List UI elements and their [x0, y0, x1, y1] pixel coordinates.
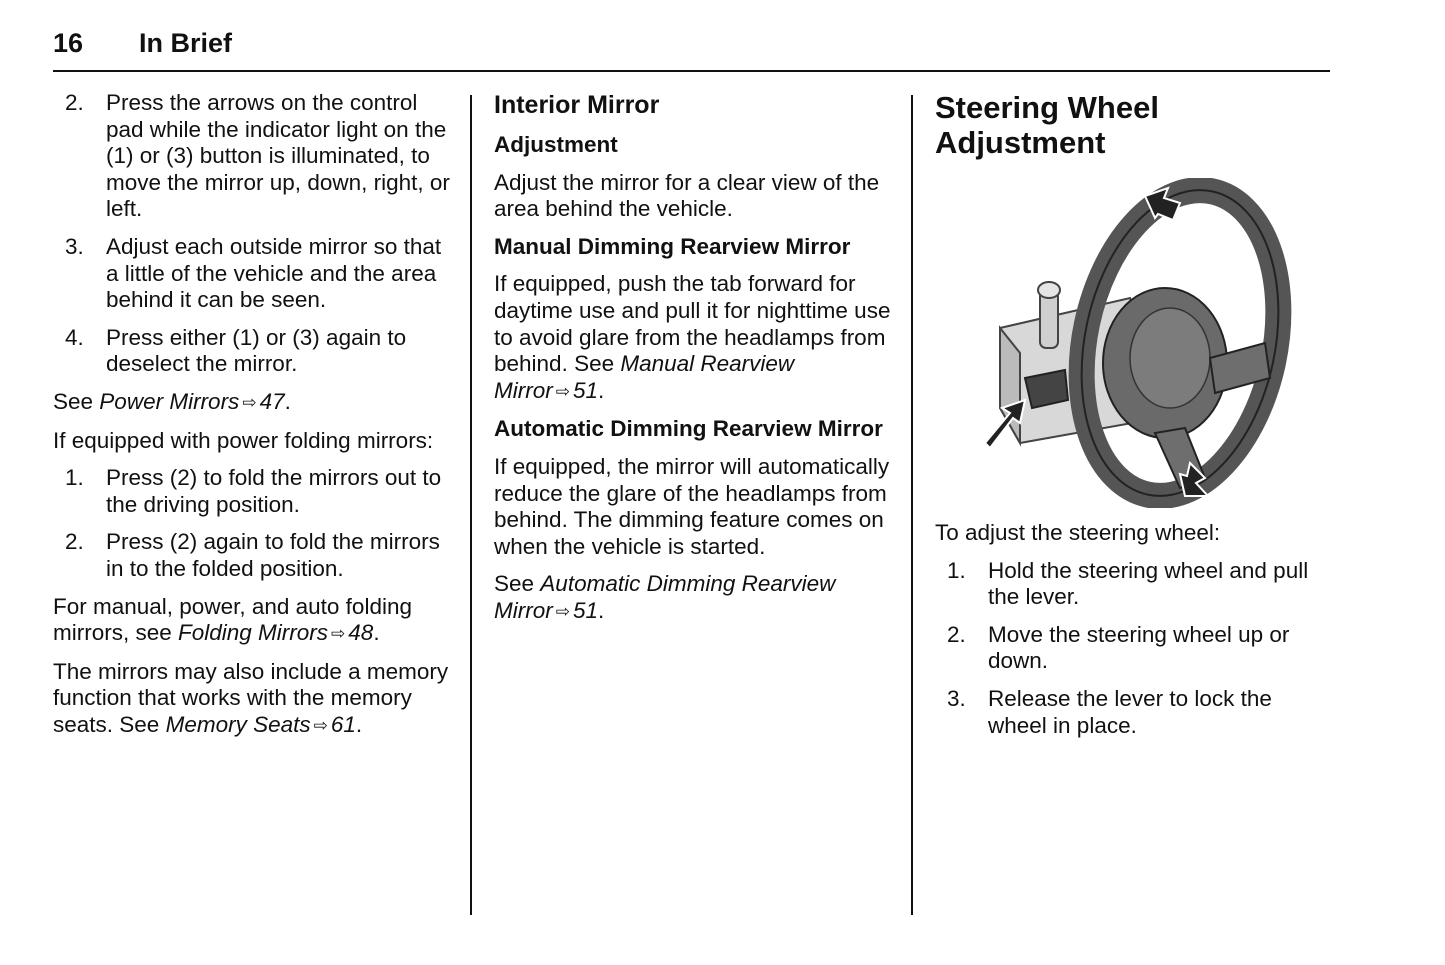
see-power-mirrors: See Power Mirrors ⇨ 47.: [53, 388, 291, 414]
auto-dimming-text: If equipped, the mirror will automatically reduce the glare of the headlamps from behind. The dimming feature comes on when the vehicle is started.: [494, 453, 890, 559]
header-divider: [53, 70, 1330, 72]
page-reference-arrow-icon: ⇨: [313, 715, 328, 735]
auto-dimming-mirror-link[interactable]: Automatic Dimming Rearview Mirror ⇨ 51: [494, 571, 836, 623]
list-item: 3. Adjust each outside mirror so that a little of the vehicle and the area behind it can be seen.: [65, 233, 442, 313]
folding-steps-list: [53, 465, 453, 582]
folding-mirrors-paragraph: For manual, power, and auto folding mirrors, see Folding Mirrors ⇨ 48.: [53, 593, 412, 646]
page-header: [53, 26, 1330, 72]
page-reference-arrow-icon: ⇨: [331, 624, 346, 644]
adjustment-text: Adjust the mirror for a clear view of the area behind the vehicle.: [494, 169, 880, 222]
manual-dimming-heading: Manual Dimming Rearview Mirror: [494, 233, 851, 259]
steering-wheel-heading: Steering Wheel Adjustment: [935, 90, 1159, 160]
list-item: 1. Hold the steering wheel and pull the lever.: [947, 557, 1309, 610]
folding-mirrors-link[interactable]: Folding Mirrors ⇨ 48: [178, 620, 374, 646]
section-title: In Brief: [139, 28, 233, 58]
list-item: 2. Press (2) again to fold the mirrors in to the folded position.: [65, 529, 440, 581]
list-item: 1. Press (2) to fold the mirrors out to the driving position.: [65, 465, 442, 517]
column-divider-2: [911, 95, 913, 915]
page-reference-arrow-icon: ⇨: [555, 601, 570, 621]
list-item: 4. Press either (1) or (3) again to deselect the mirror.: [65, 324, 407, 377]
page-number: 16: [53, 28, 84, 58]
manual-dimming-text: If equipped, push the tab forward for daytime use and pull it for nighttime use to avoid glare from the headlamps from behind. See Manual Rearview Mirror ⇨ 51.: [494, 271, 891, 403]
list-item: 2. Move the steering wheel up or down.: [947, 621, 1290, 674]
auto-dimming-heading: Automatic Dimming Rearview Mirror: [494, 416, 883, 442]
steering-steps-list: [935, 558, 1330, 740]
column-1: [53, 90, 453, 750]
column-divider-1: [470, 95, 472, 915]
manual-rearview-mirror-link[interactable]: Manual Rearview Mirror ⇨ 51: [494, 351, 795, 403]
column-2: [494, 90, 894, 637]
list-item: 2. Press the arrows on the control pad while the indicator light on the (1) or (3) button is illuminated, to move the mirror up, down, right, or left.: [65, 90, 450, 222]
steering-intro: To adjust the steering wheel:: [935, 520, 1221, 545]
steering-wheel-svg: [980, 178, 1310, 508]
power-mirrors-link[interactable]: Power Mirrors ⇨ 47: [99, 388, 285, 414]
adjustment-heading: Adjustment: [494, 132, 618, 157]
folding-intro: If equipped with power folding mirrors:: [53, 427, 434, 453]
see-auto-dimming: See Automatic Dimming Rearview Mirror ⇨ 51.: [494, 571, 836, 623]
page-reference-arrow-icon: ⇨: [242, 392, 257, 412]
memory-paragraph: The mirrors may also include a memory function that works with the memory seats. See Memory Seats ⇨ 61.: [53, 658, 449, 737]
mirror-steps-list: [53, 90, 453, 378]
list-item: 3. Release the lever to lock the wheel in place.: [947, 685, 1272, 738]
column-3: [935, 90, 1330, 750]
page-reference-arrow-icon: ⇨: [555, 381, 570, 401]
steering-wheel-illustration-icon: [980, 178, 1310, 508]
memory-seats-link[interactable]: Memory Seats ⇨ 61: [165, 711, 356, 737]
interior-mirror-heading: Interior Mirror: [494, 91, 660, 119]
